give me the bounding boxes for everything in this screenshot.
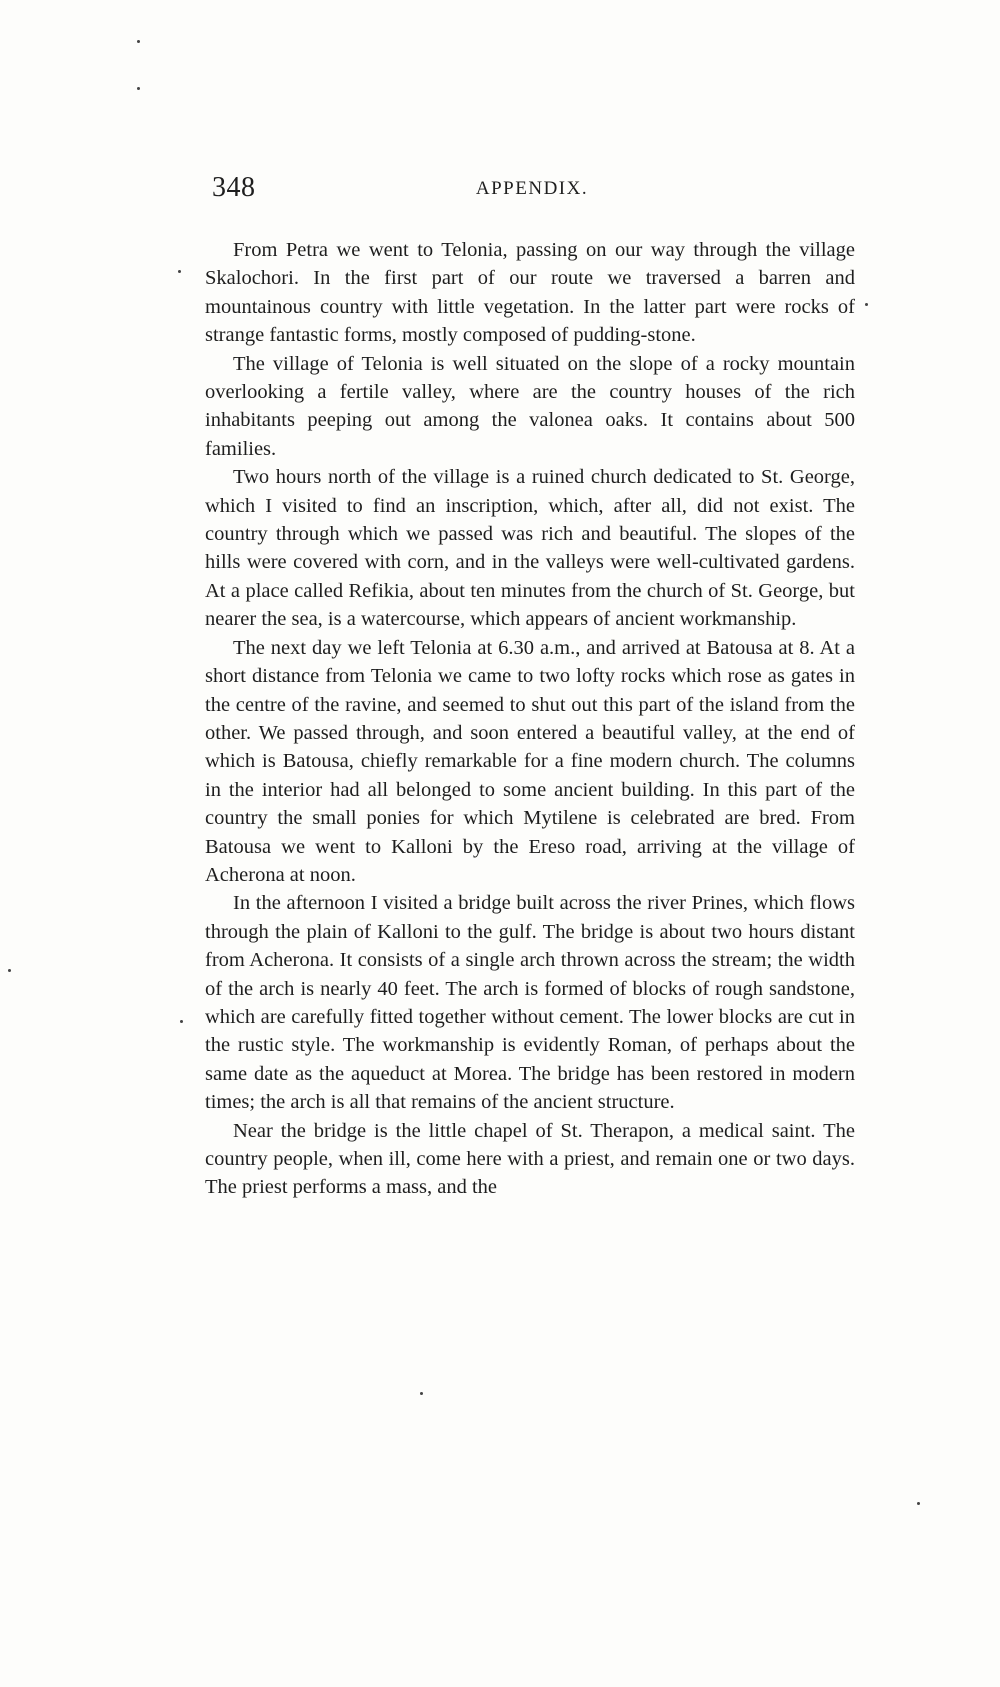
- paragraph: The next day we left Telonia at 6.30 a.m., and arrived at Batousa at 8. At a short distance from Telonia we came to two lofty rocks which rose as gates in the centre of the ravine, and seemed to shut out this part of the island from the other. We passed through, and soon entered a beautiful valley, at the end of which is Batousa, chiefly remarkable for a fine modern church. The columns in the interior had all belonged to some ancient building. In this part of the country the small ponies for which Mytilene is celebrated are bred. From Batousa we went to Kalloni by the Ereso road, arriving at the village of Acherona at noon.: [205, 636, 855, 886]
- paper-speck: [420, 1392, 423, 1395]
- paper-speck: [180, 1020, 183, 1023]
- running-head: APPENDIX.: [475, 178, 589, 199]
- paragraph: From Petra we went to Telonia, passing on our way through the village Skalochori. In the first part of our route we traversed a barren and mountainous country with little vegetation. In the latter part were rocks of strange fantastic forms, mostly composed of pudding-stone.: [205, 239, 855, 347]
- paragraph: Two hours north of the village is a ruined church dedicated to St. George, which I visited to find an inscription, which, after all, did not exist. The country through which we passed was rich and beautiful. The slopes of the hills were covered with corn, and in the valleys were well-cultivated gardens. At a place called Refikia, about ten minutes from the church of St. George, but nearer the sea, is a watercourse, which appears of ancient workmanship.: [205, 466, 855, 631]
- paper-speck: [178, 270, 181, 273]
- paper-speck: [137, 40, 140, 43]
- page-header: [212, 172, 852, 212]
- paper-speck: [8, 969, 11, 972]
- paragraph: In the afternoon I visited a bridge built across the river Prines, which flows through the plain of Kalloni to the gulf. The bridge is about two hours distant from Acherona. It consists of a single arch thrown across the stream; the width of the arch is nearly 40 feet. The arch is formed of blocks of rough sandstone, which are carefully fitted together without cement. The lower blocks are cut in the rustic style. The workmanship is evidently Roman, of perhaps about the same date as the aqueduct at Morea. The bridge has been restored in modern times; the arch is all that remains of the ancient structure.: [205, 892, 855, 1114]
- paper-speck: [917, 1502, 920, 1505]
- paragraph: Near the bridge is the little chapel of St. Therapon, a medical saint. The country people, when ill, come here with a priest, and remain one or two days. The priest performs a mass, and the: [205, 1119, 855, 1199]
- page-number: 348: [212, 172, 256, 203]
- paper-speck: [137, 87, 140, 90]
- paragraph: The village of Telonia is well situated on the slope of a rocky mountain overlooking a fertile valley, where are the country houses of the rich inhabitants peeping out among the valonea oaks. It contains about 500 families.: [205, 352, 855, 460]
- body-text: [205, 236, 855, 1202]
- paper-speck: [865, 303, 868, 306]
